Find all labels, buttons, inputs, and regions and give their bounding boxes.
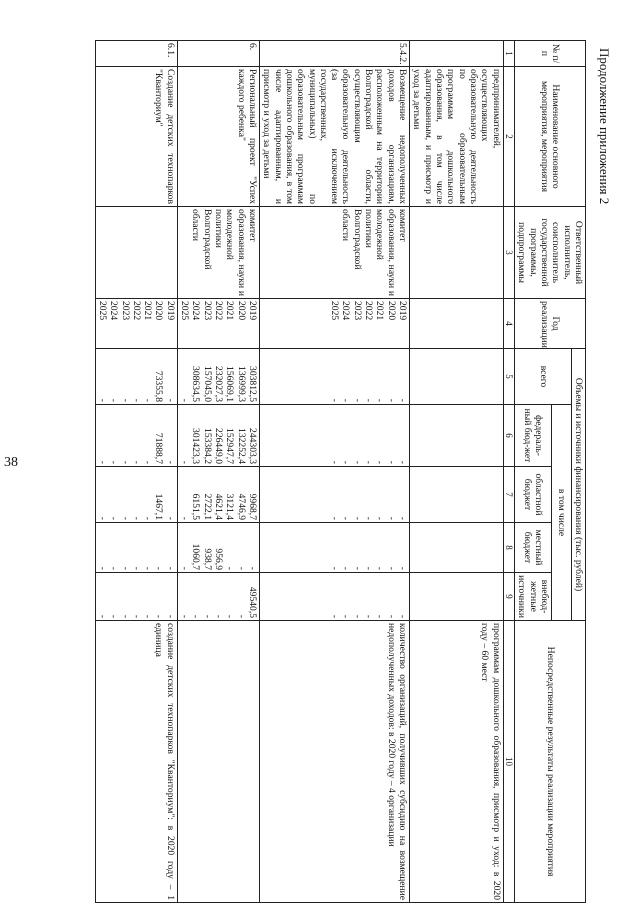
row-federal-value: - [119,460,131,464]
column-number: 6 [503,405,515,467]
column-number: 10 [503,621,515,903]
table-row [410,41,504,903]
row-extra-value: - [201,614,213,619]
row-name: Региональный проект "Успех каждого ребенка" [177,67,259,207]
row-regional-value: - [340,516,352,520]
column-number: 1 [503,41,515,67]
row-years-value: 2025 [179,301,191,321]
header-local: местный бюджет [515,523,552,573]
row-regional-value: - [351,516,363,520]
row-extra-value: - [235,614,247,619]
row-local-value: - [363,566,375,570]
row-federal-value: - [130,460,142,464]
row-result: количество организаций, получивших субсидию на возмещение недополученных доходов: в 2020 году – 4 организации [259,621,409,903]
row-executor: комитет образования, науки и молодежной политики Волгоградской области [177,207,259,299]
row-federal-value: 71888,7 [153,432,165,464]
row-result: программам дошкольного образования, присмотр и уход: в 2020 году – 60 мест [410,621,504,903]
row-local-value: - [374,566,386,570]
row-total-value: 157045,0 [201,366,213,402]
row-extra-value: - [130,614,142,619]
header-year: Год реализации [515,299,586,349]
row-years-value: 2019 [246,301,258,321]
header-total: всего [515,349,572,405]
row-total-value: - [329,398,341,402]
row-years [410,299,504,349]
row-local-value: 1060,7 [190,543,202,570]
row-local-value: - [119,566,131,570]
table-row [177,41,259,903]
row-federal-value: - [164,460,176,464]
row-local-value: - [130,566,142,570]
row-years [177,299,259,349]
row-total-value: 308634,5 [190,366,202,402]
row-extra-value: 49540,5 [246,586,258,619]
header-including: в том числе [552,405,572,621]
row-local-value: - [96,566,108,570]
row-years-value: 2020 [153,301,165,321]
row-years-value: 2019 [397,301,409,321]
row-regional-value: - [179,516,191,520]
row-local-value: - [340,566,352,570]
row-years [95,299,177,349]
header-funding: Объемы и источники финансирования (тыс. рублей) [571,349,585,621]
row-local-value: - [246,566,258,570]
row-name: Создание детских технопарков "Кванториум" [95,67,177,207]
row-local-value: - [235,566,247,570]
row-years-value: 2023 [351,301,363,321]
row-total-value: - [374,398,386,402]
row-regional-value: - [385,516,397,520]
row-total-value: - [96,398,108,402]
row-local-value: - [329,566,341,570]
row-extra-value: - [108,614,120,619]
row-total-value: - [397,398,409,402]
row-total-value: 156069,1 [224,366,236,402]
row-federal [95,405,177,467]
program-table [95,40,586,903]
row-federal-value: 244303,3 [246,428,258,464]
row-extra-value: - [119,614,131,619]
row-federal-value: 226449,0 [213,428,225,464]
row-extra-value: - [153,614,165,619]
row-local [410,523,504,573]
row-regional [177,467,259,523]
header-federal: федераль-ный бюд-жет [515,405,552,467]
continuation-text: Продолжение приложения 2 [597,48,612,205]
row-years-value: 2020 [235,301,247,321]
row-regional [95,467,177,523]
row-federal-value: 132252,4 [235,428,247,464]
row-years-value: 2024 [340,301,352,321]
row-extra-value: - [142,614,154,619]
row-local-value: - [108,566,120,570]
row-extra-value: - [96,614,108,619]
row-total-value: - [351,398,363,402]
row-number: 6.1. [95,41,177,67]
header-results: Непосредственные результаты реализации мероприятия [515,621,586,903]
row-total-value: 136999,3 [235,366,247,402]
row-local [259,523,409,573]
row-extra-value: - [329,614,341,619]
column-numbers-row [503,41,515,903]
row-federal-value: - [374,460,386,464]
row-years-value: 2020 [385,301,397,321]
column-number: 3 [503,207,515,299]
row-federal-value: - [96,460,108,464]
row-federal-value: - [340,460,352,464]
row-regional-value: 6151,5 [190,493,202,520]
column-number: 2 [503,67,515,207]
row-federal [410,405,504,467]
row-regional-value: - [119,516,131,520]
row-federal-value: - [397,460,409,464]
row-name: предпринимателей, осуществляющих образовательную деятельность по образовательным программам дошкольного образования, в том числе адаптированным, и присмотр и уход за детьми [410,67,504,207]
row-total-value: - [130,398,142,402]
row-local-value: 956,9 [213,548,225,570]
row-number: 6. [177,41,259,67]
row-regional-value: 4621,4 [213,493,225,520]
row-federal-value: - [351,460,363,464]
row-local-value: - [153,566,165,570]
row-years-value: 2021 [224,301,236,321]
header-extra: внебюд-жетные источники [515,573,552,621]
row-federal [177,405,259,467]
column-number: 5 [503,349,515,405]
row-federal-value: - [363,460,375,464]
row-extra [95,573,177,621]
row-local-value: - [351,566,363,570]
row-total-value: 303812,5 [246,366,258,402]
row-regional-value: - [108,516,120,520]
row-federal [259,405,409,467]
rotated-page [12,40,612,902]
row-federal-value: - [142,460,154,464]
column-number: 8 [503,523,515,573]
row-total-value: 232027,3 [213,366,225,402]
row-years-value: 2023 [201,301,213,321]
row-total [95,349,177,405]
row-regional [259,467,409,523]
row-regional-value: - [142,516,154,520]
row-regional-value: - [363,516,375,520]
row-regional-value: 1467,1 [153,493,165,520]
row-local [177,523,259,573]
row-years-value: 2022 [363,301,375,321]
row-name: Возмещение недополученных доходов организациям, расположенным на территории Волгоградской области, осуществляющим образовательную деятельность (за исключением государственных, муниципальных) по образовательным программам дошкольного образования, в том числе адаптированным, и присмотр и уход за детьми [259,67,409,207]
row-number: 5.4.2. [259,41,409,67]
row-number [410,41,504,67]
row-regional-value: - [374,516,386,520]
row-regional-value: 4746,9 [235,493,247,520]
row-federal-value: - [385,460,397,464]
row-total-value: - [385,398,397,402]
row-local-value: - [142,566,154,570]
row-extra [410,573,504,621]
row-regional-value: - [397,516,409,520]
row-local-value: - [179,566,191,570]
row-extra [259,573,409,621]
header-executor: Ответственный исполнитель, соисполнитель государственной программы, подпрограммы [515,207,586,299]
row-years-value: 2022 [213,301,225,321]
row-local [95,523,177,573]
row-years-value: 2021 [142,301,154,321]
row-total-value: - [340,398,352,402]
row-regional-value: 2722,1 [201,493,213,520]
column-number: 9 [503,573,515,621]
row-result: создание детских технопарков "Кванториум": в 2020 году – 1 единица [95,621,177,903]
row-regional-value: 3121,4 [224,493,236,520]
row-extra-value: - [374,614,386,619]
row-total [177,349,259,405]
row-total [410,349,504,405]
row-total-value: - [164,398,176,402]
row-extra-value: - [190,614,202,619]
row-local-value: - [224,566,236,570]
row-total-value: - [108,398,120,402]
table-body [95,41,503,903]
row-extra-value: - [224,614,236,619]
row-years-value: 2023 [119,301,131,321]
row-result [177,621,259,903]
row-years-value: 2025 [96,301,108,321]
row-federal-value: 153384,2 [201,428,213,464]
page-number: 38 [4,455,18,470]
row-executor: комитет образования, науки и молодежной политики Волгоградской области [259,207,409,299]
row-federal-value: - [329,460,341,464]
row-local-value: - [164,566,176,570]
header-name: Наименование основного мероприятия, мероприятия [515,67,586,207]
row-total-value: - [119,398,131,402]
row-years-value: 2024 [190,301,202,321]
row-years-value: 2021 [374,301,386,321]
row-extra [177,573,259,621]
row-years-value: 2024 [108,301,120,321]
row-federal-value: 152947,7 [224,428,236,464]
row-total-value: - [363,398,375,402]
row-extra-value: - [351,614,363,619]
row-extra-value: - [385,614,397,619]
row-regional-value: - [96,516,108,520]
row-total-value: 73355,8 [153,370,165,402]
row-extra-value: - [164,614,176,619]
row-years-value: 2022 [130,301,142,321]
row-regional [410,467,504,523]
row-years [259,299,409,349]
row-extra-value: - [213,614,225,619]
row-federal-value: - [179,460,191,464]
row-years-value: 2019 [164,301,176,321]
row-total-value: - [142,398,154,402]
header-regional: областной бюджет [515,467,552,523]
table-row [259,41,409,903]
row-extra-value: - [397,614,409,619]
row-regional-value: 9968,7 [246,493,258,520]
row-extra-value: - [363,614,375,619]
row-extra-value: - [179,614,191,619]
column-number: 7 [503,467,515,523]
header-number: № п/п [515,41,586,67]
row-federal-value: - [108,460,120,464]
row-regional-value: - [130,516,142,520]
row-federal-value: 301423,3 [190,428,202,464]
row-total-value: - [179,398,191,402]
row-executor [410,207,504,299]
row-regional-value: - [164,516,176,520]
column-number: 4 [503,299,515,349]
row-total [259,349,409,405]
row-years-value: 2025 [329,301,341,321]
row-local-value: - [385,566,397,570]
table-row [95,41,177,903]
row-regional-value: - [329,516,341,520]
row-local-value: - [397,566,409,570]
row-executor [95,207,177,299]
row-local-value: 938,7 [201,548,213,570]
row-extra-value: - [340,614,352,619]
